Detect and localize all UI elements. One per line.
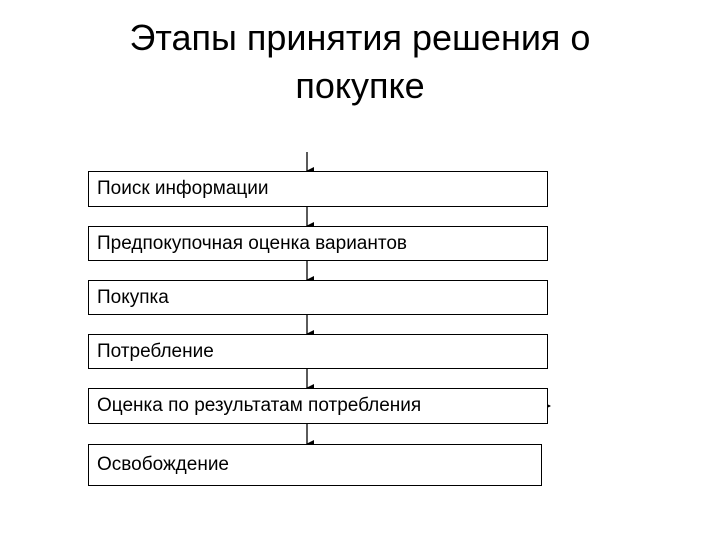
stage-label: Предпокупочная оценка вариантов: [97, 232, 408, 254]
stage-label: Потребление: [97, 340, 214, 362]
stage-label: Покупка: [97, 286, 169, 308]
stage-search-information: [88, 171, 548, 207]
stage-purchase: [88, 280, 548, 315]
stage-pre-purchase-evaluation: [88, 226, 548, 261]
stage-post-consumption-evaluation: [88, 388, 548, 424]
diagram-title: Этапы принятия решения о покупке: [129, 17, 591, 106]
stage-label: Освобождение: [97, 454, 229, 475]
stage-label: Оценка по результатам потребления: [97, 395, 422, 416]
stage-label: Поиск информации: [97, 178, 269, 199]
stage-divestment: [88, 444, 542, 486]
stage-consumption: [88, 334, 548, 369]
